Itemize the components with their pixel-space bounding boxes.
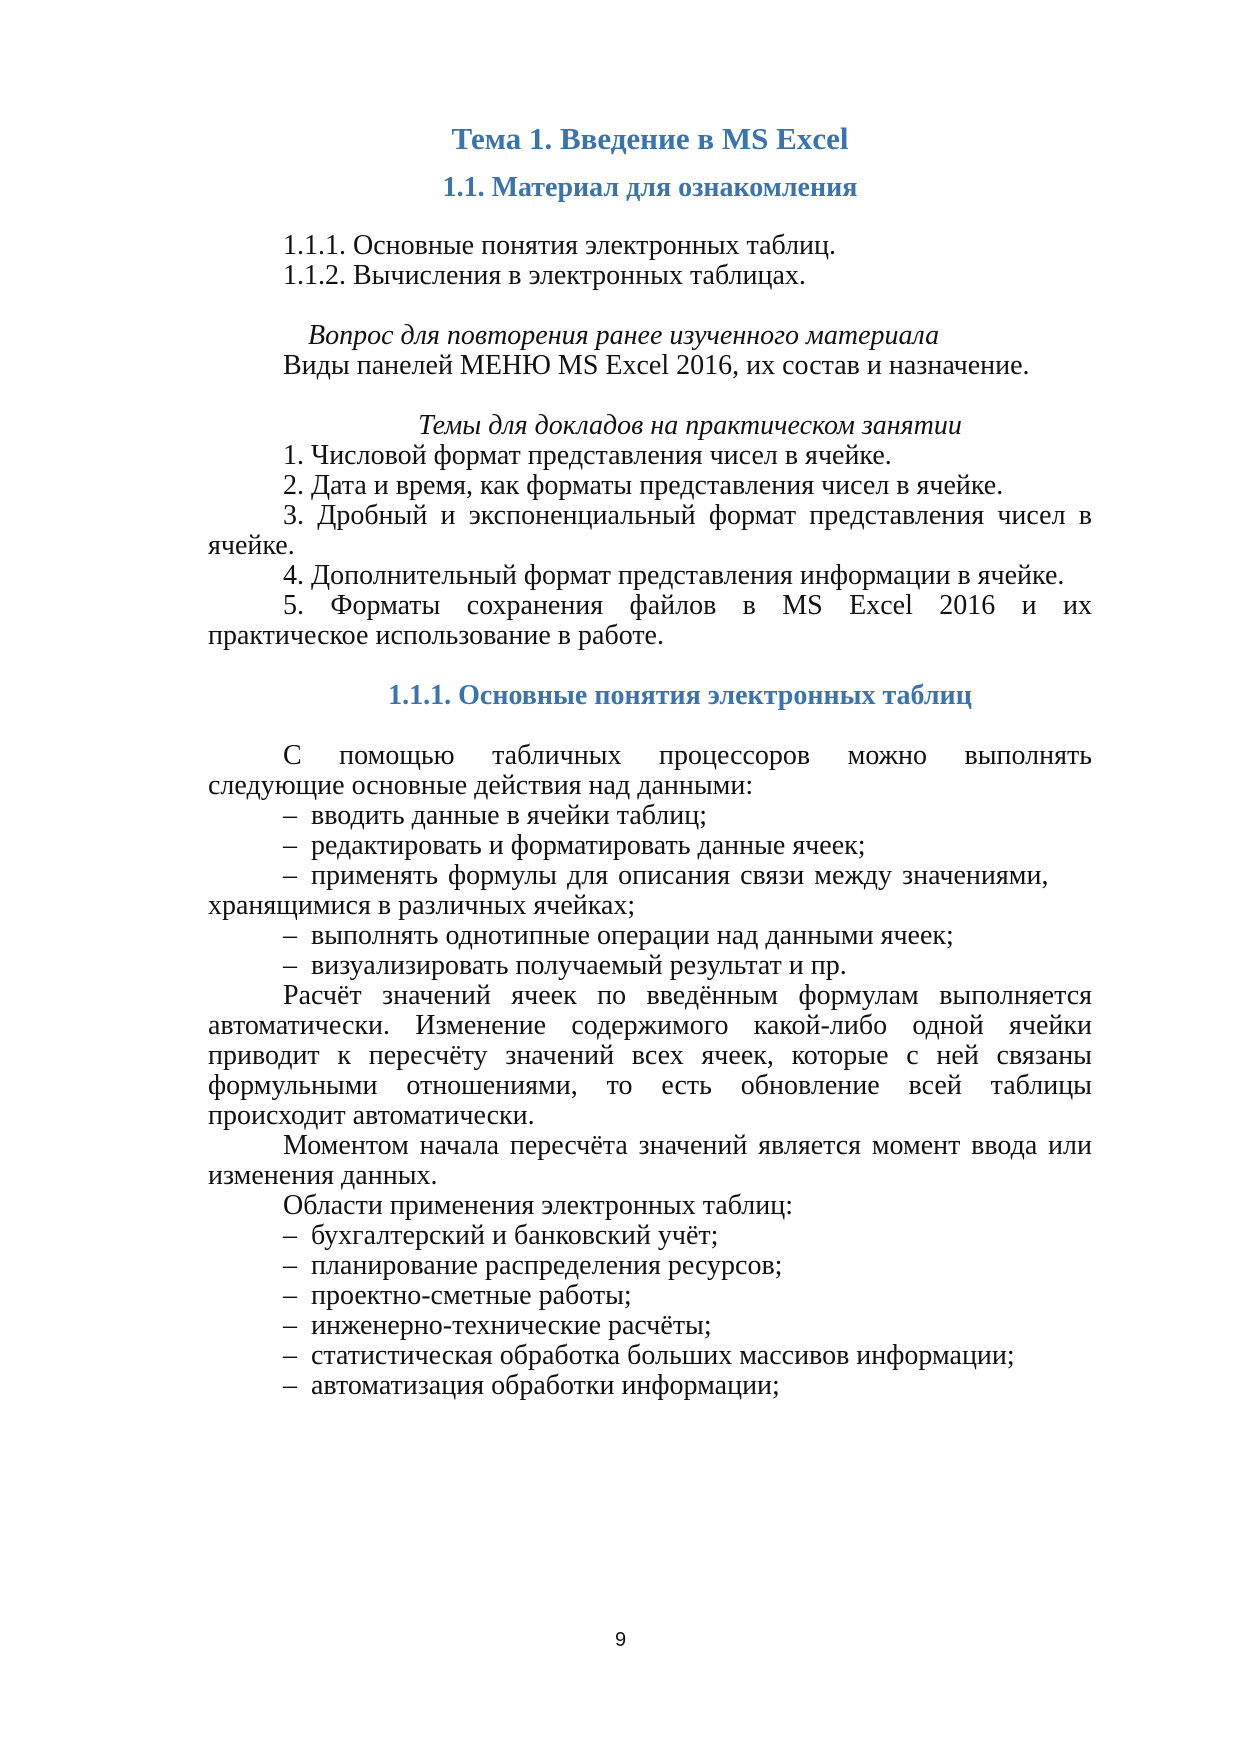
list-item: – статистическая обработка больших массивов информации; xyxy=(283,1340,1015,1371)
list-item: – автоматизация обработки информации; xyxy=(283,1370,780,1401)
list-item: – редактировать и форматировать данные ячеек; xyxy=(283,830,866,861)
review-text: Виды панелей МЕНЮ MS Excel 2016, их состав и назначение. xyxy=(283,350,1030,381)
review-heading: Вопрос для повторения ранее изученного материала xyxy=(308,320,940,351)
dash-bullet: – xyxy=(283,1310,297,1341)
list-item: – инженерно-технические расчёты; xyxy=(283,1310,712,1341)
dash-bullet: – xyxy=(283,1220,297,1251)
paragraph-line: С помощью табличных процессоров можно выполнять xyxy=(283,740,1092,771)
section-subtitle: 1.1. Материал для ознакомления xyxy=(442,172,858,203)
dash-bullet: – xyxy=(283,1280,297,1311)
document-page xyxy=(208,0,1092,1754)
topic-line: 1. Числовой формат представления чисел в ячейке. xyxy=(283,440,892,471)
page-title: Тема 1. Введение в MS Excel xyxy=(451,121,849,156)
list-item: – визуализировать получаемый результат и пр. xyxy=(283,950,847,981)
toc-item: 1.1.1. Основные понятия электронных таблиц. xyxy=(283,230,837,261)
list-item: – планирование распределения ресурсов; xyxy=(283,1250,783,1281)
topic-line: 3. Дробный и экспоненциальный формат представления чисел в xyxy=(283,500,1092,531)
paragraph-line: следующие основные действия над данными: xyxy=(208,770,754,801)
list-item: – вводить данные в ячейки таблиц; xyxy=(283,800,708,831)
dash-bullet: – xyxy=(283,860,297,891)
topic-line: 4. Дополнительный формат представления информации в ячейке. xyxy=(283,560,1065,591)
paragraph-line: Расчёт значений ячеек по введённым формулам выполняется xyxy=(283,980,1092,1011)
section-heading: 1.1.1. Основные понятия электронных таблиц xyxy=(388,680,972,711)
toc-item: 1.1.2. Вычисления в электронных таблицах. xyxy=(283,260,806,291)
topic-line: 5. Форматы сохранения файлов в MS Excel 2016 и их xyxy=(283,590,1092,621)
dash-bullet: – xyxy=(283,1250,297,1281)
dash-bullet: – xyxy=(283,1340,297,1371)
list-item: – применять формулы для описания связи между значениями, xyxy=(283,860,1049,891)
dash-bullet: – xyxy=(283,1370,297,1401)
dash-bullet: – xyxy=(283,920,297,951)
topics-heading: Темы для докладов на практическом занятии xyxy=(418,410,962,441)
list-item: – выполнять однотипные операции над данными ячеек; xyxy=(283,920,954,951)
dash-bullet: – xyxy=(283,800,297,831)
paragraph-line: формульными отношениями, то есть обновление всей таблицы xyxy=(208,1070,1092,1101)
paragraph-line: автоматически. Изменение содержимого какой-либо одной ячейки xyxy=(208,1010,1092,1041)
topic-line: 2. Дата и время, как форматы представления чисел в ячейке. xyxy=(283,470,1004,501)
list-item: – проектно-сметные работы; xyxy=(283,1280,632,1311)
areas-heading: Области применения электронных таблиц: xyxy=(283,1190,793,1221)
dash-bullet: – xyxy=(283,830,297,861)
paragraph-line: приводит к пересчёту значений всех ячеек, которые с ней связаны xyxy=(208,1040,1092,1071)
paragraph-line: происходит автоматически. xyxy=(208,1100,535,1131)
topic-line: практическое использование в работе. xyxy=(208,620,664,651)
list-item-continuation: хранящимися в различных ячейках; xyxy=(208,890,636,921)
paragraph-line: изменения данных. xyxy=(208,1160,438,1191)
list-item: – бухгалтерский и банковский учёт; xyxy=(283,1220,719,1251)
topic-line: ячейке. xyxy=(208,530,295,561)
page-number: 9 xyxy=(614,1629,627,1651)
dash-bullet: – xyxy=(283,950,297,981)
paragraph-line: Моментом начала пересчёта значений является момент ввода или xyxy=(283,1130,1092,1161)
